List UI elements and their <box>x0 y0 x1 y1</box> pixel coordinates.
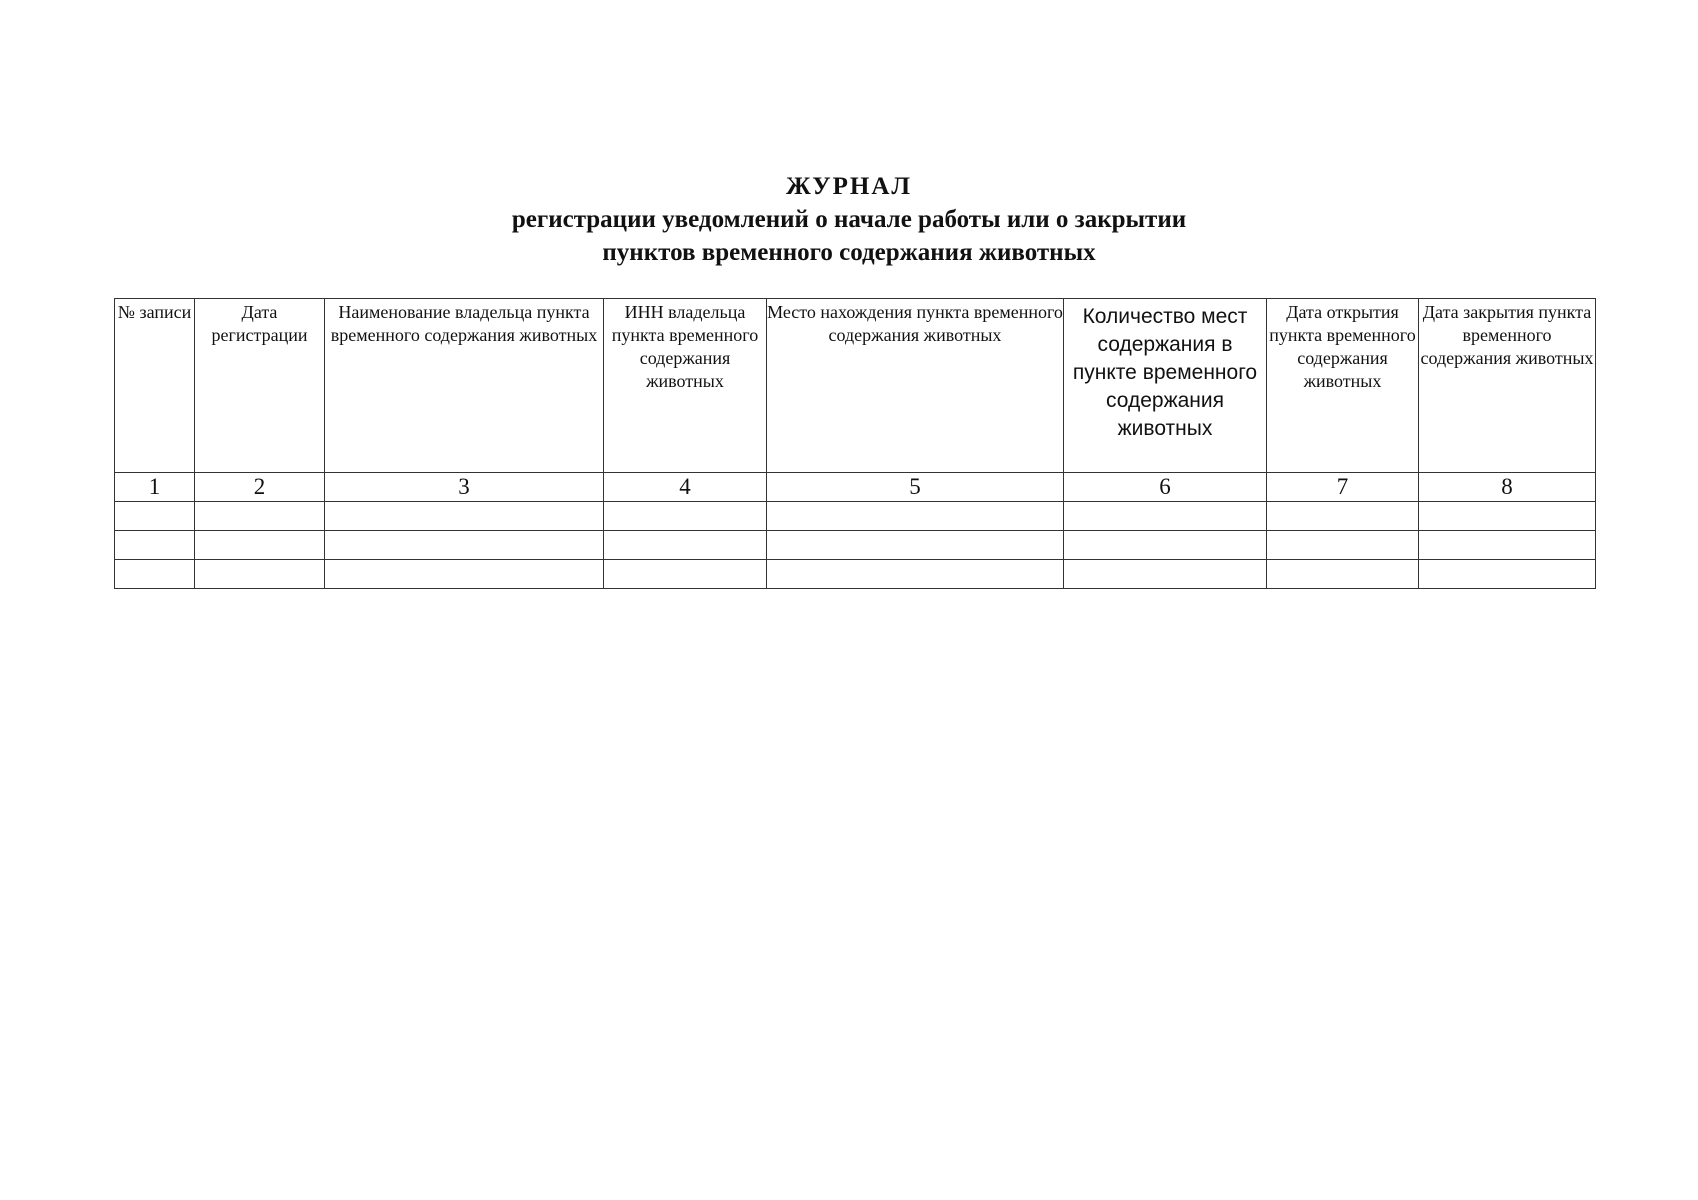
document-subtitle-line1: регистрации уведомлений о начале работы или о закрытии <box>511 206 1187 233</box>
table-cell <box>1064 502 1267 531</box>
header-cell-owner-name: Наименование владельца пункта временного содержания животных <box>325 299 604 473</box>
document-title: ЖУРНАЛ <box>785 173 913 200</box>
table-cell <box>325 560 604 589</box>
header-cell-location: Место нахождения пункта временного содержания животных <box>767 299 1064 473</box>
column-number-cell: 7 <box>1267 473 1419 502</box>
column-number-cell: 5 <box>767 473 1064 502</box>
table-row <box>115 531 1596 560</box>
table-cell <box>325 531 604 560</box>
table-cell <box>1267 560 1419 589</box>
table-cell <box>1419 531 1596 560</box>
table-cell <box>115 502 195 531</box>
table-cell <box>1419 560 1596 589</box>
table-cell <box>115 560 195 589</box>
column-number-cell: 6 <box>1064 473 1267 502</box>
column-number-cell: 8 <box>1419 473 1596 502</box>
table-cell <box>1064 560 1267 589</box>
header-cell-places-count: Количество мест содержания в пункте временного содержания животных <box>1064 299 1267 473</box>
column-number-cell: 4 <box>604 473 767 502</box>
header-cell-opening-date: Дата открытия пункта временного содержания животных <box>1267 299 1419 473</box>
table-cell <box>1064 531 1267 560</box>
table-cell <box>604 531 767 560</box>
table-cell <box>767 560 1064 589</box>
table-cell <box>767 502 1064 531</box>
table-cell <box>767 531 1064 560</box>
table-column-number-row <box>115 473 1596 502</box>
table-cell <box>604 502 767 531</box>
table-cell <box>195 531 325 560</box>
column-number-cell: 2 <box>195 473 325 502</box>
header-cell-closing-date: Дата закрытия пункта временного содержания животных <box>1419 299 1596 473</box>
header-cell-owner-inn: ИНН владельца пункта временного содержания животных <box>604 299 767 473</box>
column-number-cell: 3 <box>325 473 604 502</box>
document-title-block <box>0 170 1698 269</box>
document-subtitle-line2: пунктов временного содержания животных <box>602 239 1096 266</box>
table-cell <box>1267 502 1419 531</box>
table-cell <box>1419 502 1596 531</box>
table-cell <box>195 560 325 589</box>
table-row <box>115 502 1596 531</box>
header-cell-record-number: № записи <box>115 299 195 473</box>
table-cell <box>604 560 767 589</box>
table-cell <box>1267 531 1419 560</box>
table-cell <box>195 502 325 531</box>
column-number-cell: 1 <box>115 473 195 502</box>
header-cell-registration-date: Дата регистрации <box>195 299 325 473</box>
table-header-row <box>115 299 1596 473</box>
table-row <box>115 560 1596 589</box>
table-cell <box>115 531 195 560</box>
journal-table <box>114 298 1596 589</box>
table-cell <box>325 502 604 531</box>
